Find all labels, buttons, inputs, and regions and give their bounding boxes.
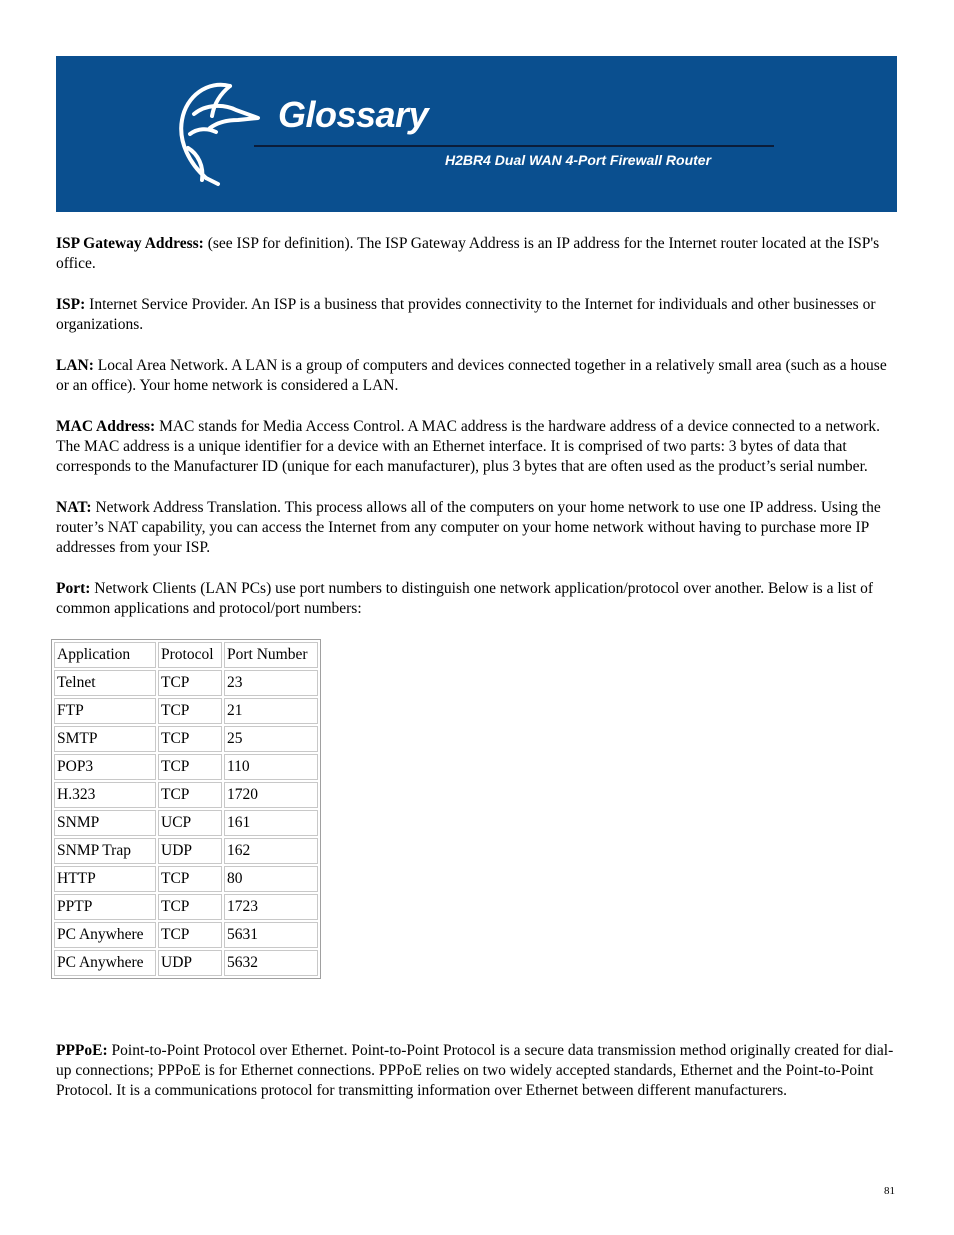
- table-cell: PC Anywhere: [54, 950, 156, 976]
- glossary-entry-isp: [56, 295, 901, 335]
- table-cell: TCP: [158, 754, 222, 780]
- entry-definition: Network Address Translation. This process allows all of the computers on your home network to use one IP address. Using the router’s NAT capability, you can access the Internet from any computer on your home network without having to purchase more IP addresses from your ISP.: [56, 499, 881, 556]
- entry-definition: Network Clients (LAN PCs) use port numbers to distinguish one network application/protocol over another. Below is a list of common applications and protocol/port numbers:: [56, 580, 874, 617]
- page-title: Glossary: [278, 94, 429, 135]
- table-row: [54, 726, 318, 752]
- header-banner: [56, 56, 897, 212]
- entry-term: PPPoE:: [56, 1041, 108, 1059]
- table-row: [54, 670, 318, 696]
- table-cell: PC Anywhere: [54, 922, 156, 948]
- table-cell: TCP: [158, 922, 222, 948]
- table-cell: TCP: [158, 670, 222, 696]
- title-underline: [254, 145, 774, 147]
- entry-definition: MAC stands for Media Access Control. A MAC address is the hardware address of a device connected to a network. The MAC address is a unique identifier for a device with an Ethernet interface. It is comprised of two parts: 3 bytes of data that corresponds to the Manufacturer ID (unique for each manufacturer), plus 3 bytes that are often used as the product’s serial number.: [56, 418, 881, 475]
- column-header: Application: [54, 642, 156, 668]
- glossary-content: [56, 234, 901, 979]
- entry-term: LAN:: [56, 357, 94, 374]
- table-cell: SMTP: [54, 726, 156, 752]
- entry-definition: Internet Service Provider. An ISP is a business that provides connectivity to the Internet for individuals and other businesses or organizations.: [56, 296, 876, 333]
- table-row: [54, 838, 318, 864]
- table-cell: UDP: [158, 950, 222, 976]
- table-header-row: [54, 642, 318, 668]
- table-cell: SNMP Trap: [54, 838, 156, 864]
- entry-term: NAT:: [56, 499, 92, 516]
- glossary-entry-port: [56, 579, 901, 619]
- table-cell: PPTP: [54, 894, 156, 920]
- table-row: [54, 866, 318, 892]
- table-cell: 1720: [224, 782, 318, 808]
- table-cell: 1723: [224, 894, 318, 920]
- table-cell: H.323: [54, 782, 156, 808]
- entry-term: MAC Address:: [56, 418, 156, 435]
- entry-definition: Point-to-Point Protocol over Ethernet. Point-to-Point Protocol is a secure data transmission method originally created for dial-up connections; PPPoE is for Ethernet connections. PPPoE relies on two widely accepted standards, Ethernet and the Point-to-Point Protocol. It is a communications protocol for transmitting information over Ethernet between different manufacturers.: [56, 1041, 894, 1099]
- glossary-entry-mac-address: [56, 417, 901, 477]
- page-number: 81: [884, 1185, 895, 1197]
- glossary-entry-isp-gateway: [56, 234, 901, 274]
- table-cell: FTP: [54, 698, 156, 724]
- table-cell: 5631: [224, 922, 318, 948]
- table-cell: TCP: [158, 726, 222, 752]
- table-cell: 110: [224, 754, 318, 780]
- entry-definition: Local Area Network. A LAN is a group of computers and devices connected together in a relatively small area (such as a house or an office). Your home network is considered a LAN.: [56, 357, 887, 394]
- table-cell: Telnet: [54, 670, 156, 696]
- table-cell: TCP: [158, 894, 222, 920]
- glossary-entry-pppoe: [56, 1041, 901, 1101]
- table-cell: 23: [224, 670, 318, 696]
- entry-term: ISP:: [56, 296, 86, 313]
- table-cell: UCP: [158, 810, 222, 836]
- table-cell: 162: [224, 838, 318, 864]
- glossary-entry-lan: [56, 356, 901, 396]
- entry-term: ISP Gateway Address:: [56, 235, 204, 252]
- table-cell: 25: [224, 726, 318, 752]
- table-cell: TCP: [158, 698, 222, 724]
- page-subtitle: H2BR4 Dual WAN 4-Port Firewall Router: [445, 152, 712, 168]
- table-cell: 80: [224, 866, 318, 892]
- entry-term: Port:: [56, 580, 91, 597]
- entry-definition: (see ISP for definition). The ISP Gateway Address is an IP address for the Internet router located at the ISP's office.: [56, 235, 880, 272]
- table-row: [54, 782, 318, 808]
- port-number-table: [51, 639, 321, 979]
- table-cell: HTTP: [54, 866, 156, 892]
- table-row: [54, 810, 318, 836]
- table-row: [54, 754, 318, 780]
- table-row: [54, 894, 318, 920]
- table-cell: TCP: [158, 866, 222, 892]
- table-cell: 161: [224, 810, 318, 836]
- column-header: Port Number: [224, 642, 318, 668]
- table-cell: POP3: [54, 754, 156, 780]
- table-row: [54, 922, 318, 948]
- table-cell: 5632: [224, 950, 318, 976]
- table-row: [54, 698, 318, 724]
- table-cell: SNMP: [54, 810, 156, 836]
- table-row: [54, 950, 318, 976]
- table-cell: UDP: [158, 838, 222, 864]
- table-cell: 21: [224, 698, 318, 724]
- table-cell: TCP: [158, 782, 222, 808]
- glossary-entry-nat: [56, 498, 901, 558]
- eagle-logo-icon: [168, 74, 268, 192]
- column-header: Protocol: [158, 642, 222, 668]
